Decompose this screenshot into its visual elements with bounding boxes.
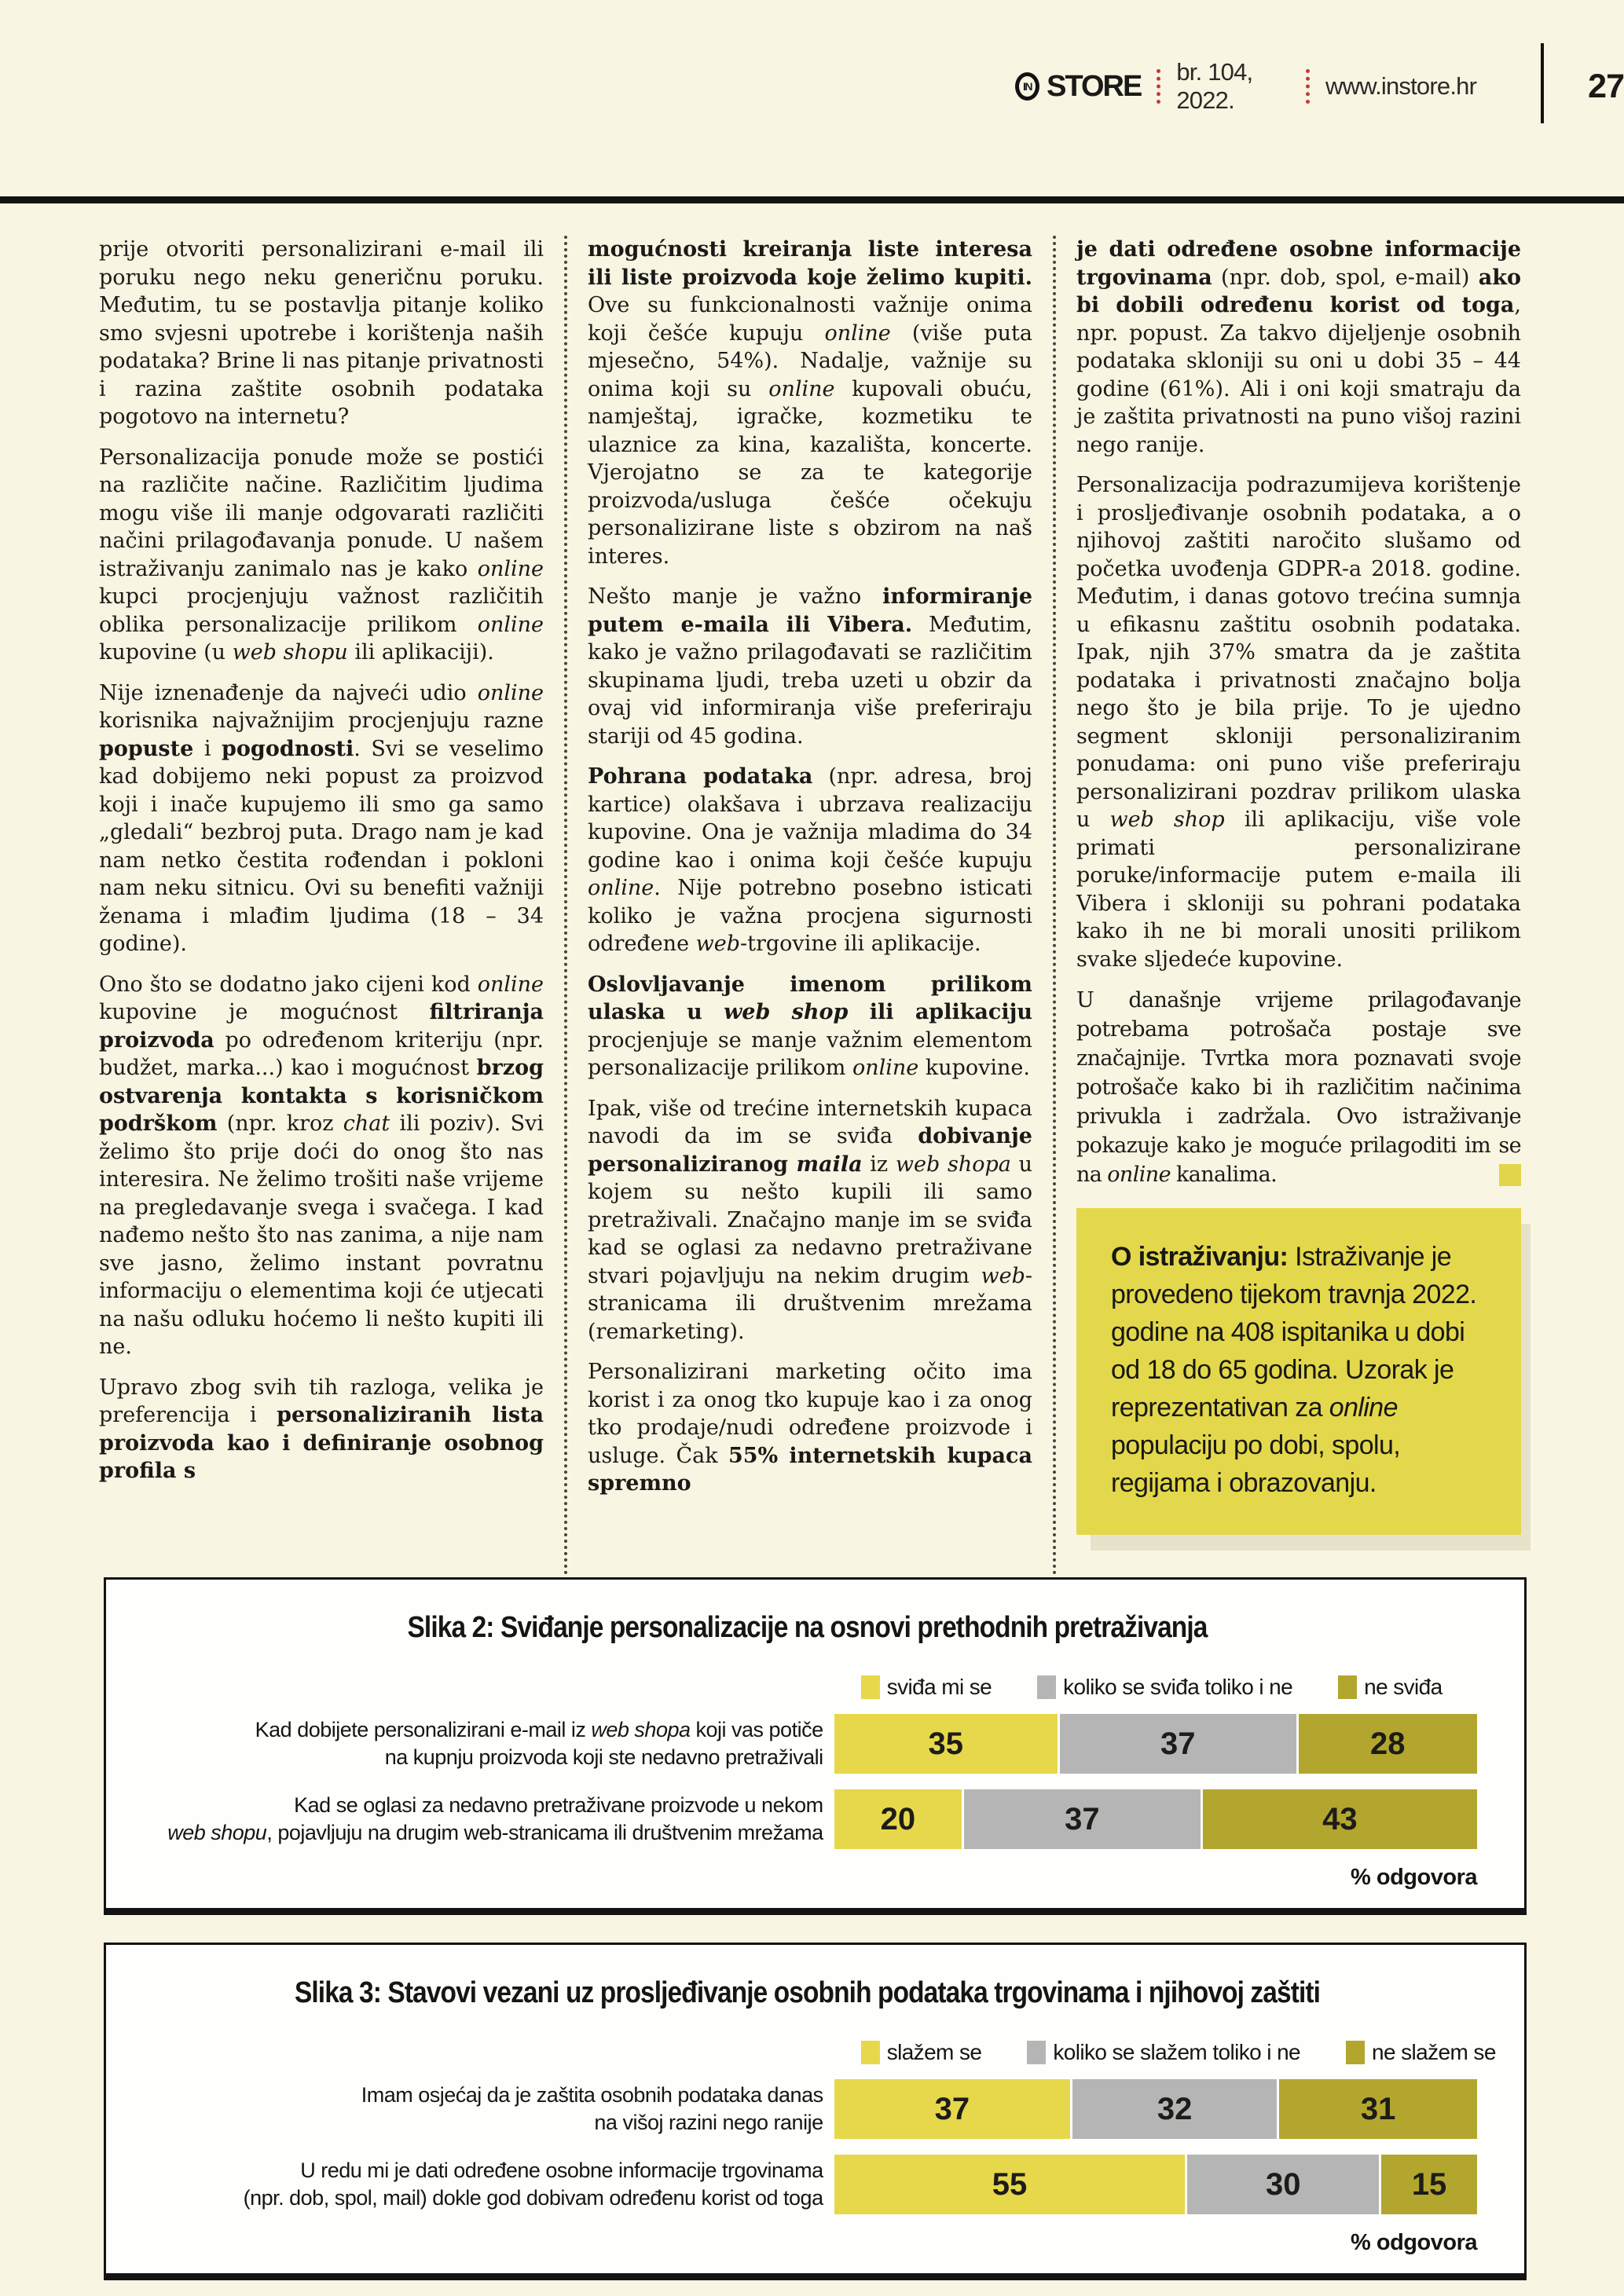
text-segment: online <box>588 876 654 900</box>
text-segment: online <box>852 1056 919 1080</box>
stacked-bar <box>834 2155 1477 2214</box>
text-segment: Nije iznenađenje da najveći udio <box>99 680 478 705</box>
legend-label: koliko se sviđa toliko i ne <box>1063 1675 1293 1699</box>
legend-swatch-icon <box>861 1675 880 1699</box>
figures-area <box>104 1577 1527 2296</box>
text-segment: online <box>477 972 544 997</box>
bar-segment: 20 <box>834 1789 962 1849</box>
chart-row-label <box>137 2157 834 2212</box>
legend-label: koliko se slažem toliko i ne <box>1053 2040 1301 2064</box>
bar-segment: 35 <box>834 1714 1058 1774</box>
paragraph <box>588 763 1032 958</box>
text-segment: (npr. kroz <box>217 1111 343 1136</box>
text-segment: Istraživanje je provedeno tijekom travnja 2022. godine na 408 ispitanika u dobi od 18 do 65 godina. Uzorak je reprezentativan za <box>1111 1242 1477 1423</box>
text-segment: je dati određene osobne informacije trgovinama <box>1076 237 1521 290</box>
text-column-2 <box>588 236 1032 1576</box>
legend-item <box>861 1675 992 1700</box>
text-segment: -stranicama ili društvenim mrežama (remarketing). <box>588 1263 1032 1344</box>
text-segment: Personalizacija ponude može se postići na različite načine. Različitim ljudima mogu više ili manje odgovarati različiti načini prilagođavanja ponude. U našem istraživanju zanimalo nas je kako <box>99 445 544 581</box>
paragraph <box>588 236 1032 570</box>
text-segment: Imam osjećaj da je zaštita osobnih podataka danas <box>361 2083 823 2107</box>
website-link[interactable]: www.instore.hr <box>1325 72 1477 100</box>
chart-row <box>137 1714 1477 1774</box>
text-segment: iz <box>862 1152 896 1177</box>
chart-row-label-line <box>137 2184 823 2212</box>
legend-swatch-icon <box>1346 2041 1365 2064</box>
text-segment: U redu mi je dati određene osobne informacije trgovinama <box>300 2159 823 2182</box>
bar-segment: 37 <box>834 2079 1071 2139</box>
text-segment: kupovine je mogućnost <box>99 1000 430 1024</box>
text-segment: kanalima. <box>1170 1163 1278 1187</box>
text-segment: , pojavljuju na drugim web-stranicama ili društvenim mrežama <box>266 1821 823 1844</box>
issue-label: br. 104, 2022. <box>1176 58 1253 114</box>
text-segment: online <box>1329 1393 1398 1423</box>
bar-segment: 43 <box>1203 1789 1477 1849</box>
text-segment: Personalizacija podrazumijeva korištenje i prosljeđivanje osobnih podataka, a o njihovoj zaštiti naročito slušamo od početka uvođenja GDPR-a 2018. godine. Međutim, i danas gotovo trećina sumnja u efikasnu zaštitu osobnih podataka. Ipak, njih 37% smatra da je zaštita podataka i privatnosti značajno bolja nego što je bila prije. To je ujedno segment skloniji personaliziranim ponudama: oni puno više preferiraju personalizirani pozdrav prilikom ulaska u <box>1076 473 1521 832</box>
paragraph <box>1076 471 1521 973</box>
text-segment: mogućnosti kreiranja liste interesa ili liste proizvoda koje želimo kupiti. <box>588 237 1032 290</box>
text-segment: Međutim, kako je važno prilagođavati se različitim skupinama ljudi, treba uzeti u obzir da ovaj vid informiranja više preferiraju stariji od 45 godina. <box>588 612 1032 749</box>
column-separator <box>1053 236 1056 1576</box>
bar-segment: 32 <box>1072 2079 1277 2139</box>
text-segment: brzog ostvarenja kontakta s korisničkom podrškom <box>99 1056 544 1136</box>
paragraph <box>99 679 544 958</box>
chart-row <box>137 1789 1477 1849</box>
legend-item <box>1346 2040 1496 2065</box>
paragraph <box>99 971 544 1361</box>
chart-row <box>137 2079 1477 2139</box>
chart-row <box>137 2155 1477 2214</box>
text-segment: u kojem su nešto kupili ili samo pretraživali. Značajno manje im se sviđa kad se oglasi za nedavno pretraživane stvari pojavljuju na nekim drugim <box>588 1152 1032 1288</box>
text-segment: popuste <box>99 736 194 761</box>
paragraph <box>99 444 544 667</box>
text-segment: (npr. adresa, broj kartice) olakšava i ubrzava realizaciju kupovine. Ona je važnija mladima do 34 godine kao i onima koji češće kupuju <box>588 764 1032 873</box>
legend-label: slažem se <box>886 2040 982 2064</box>
chart-row-label-line <box>137 2082 823 2109</box>
text-segment: ili poziv). Svi želimo što prije doći do onog što nas interesira. Ne želimo trošiti naše vrijeme na pregledavanje svega i svačega. I kad nađemo nešto što nas zanima, a nije nam sve jasno, želimo instant povratnu informaciju o elementima koji će utjecati na našu odluku hoćemo li nešto kupiti ili ne. <box>99 1111 544 1359</box>
chart-row-label-line <box>137 1716 823 1744</box>
bar-segment: 37 <box>1060 1714 1296 1774</box>
text-segment: web shopu <box>232 640 348 665</box>
text-segment: web shopu <box>167 1821 267 1844</box>
text-segment: (npr. dob, spol, e-mail) <box>1212 265 1479 290</box>
chart-legend <box>861 1675 1477 1700</box>
chart-row-label-line <box>137 1744 823 1771</box>
text-segment: kupovali obuću, namještaj, igračke, kozmetiku te ulaznice za kina, kazališta, koncerte. Vjerojatno se za te kategorije proizvoda/usluga češće očekuju personalizirane liste s obzirom na naš interes. <box>588 376 1032 569</box>
text-segment: Ipak, više od trećine internetskih kupaca navodi da im se sviđa <box>588 1096 1032 1148</box>
figure-title: Slika 3: Stavovi vezani uz prosljeđivanje osobnih podataka trgovinama i njihovoj zaštiti <box>294 1976 1321 2009</box>
text-segment: personaliziranih lista proizvoda kao i definiranje osobnog profila s <box>99 1403 544 1483</box>
chart-row-label-line <box>137 2157 823 2184</box>
logo-in-text: IN <box>1023 80 1032 93</box>
text-segment: na kupnju proizvoda koji ste nedavno pretraživali <box>384 1745 823 1769</box>
text-segment: ako bi dobili određenu korist od toga <box>1076 265 1521 317</box>
paragraph <box>588 1358 1032 1498</box>
text-segment: kupovine. <box>918 1056 1030 1080</box>
text-segment: Personalizirani marketing očito ima korist i za onog tko kupuje kao i za onog tko prodaje/nudi određene proizvode i usluge. Čak <box>588 1360 1032 1468</box>
legend-item <box>861 2040 982 2065</box>
text-segment: chat <box>343 1111 390 1136</box>
text-segment: online <box>477 680 544 705</box>
header-meta <box>1015 60 1624 113</box>
text-segment: Ove su funkcionalnosti važnije onima koji češće kupuju <box>588 293 1032 346</box>
text-column-3 <box>1076 236 1521 1576</box>
text-segment: koji vas potiče <box>690 1718 823 1741</box>
bar-segment: 55 <box>834 2155 1186 2214</box>
stacked-bar <box>834 2079 1477 2139</box>
legend-swatch-icon <box>1027 2041 1046 2064</box>
paragraph <box>99 236 544 431</box>
text-segment: i <box>193 736 222 761</box>
legend-item <box>1037 1675 1292 1700</box>
text-segment: web shopa <box>895 1152 1011 1177</box>
text-segment: ili aplikaciju <box>848 1000 1032 1024</box>
header-dotted-divider-icon <box>1157 69 1160 104</box>
text-segment: . Nije potrebno posebno isticati koliko je važna procjena sigurnosti određene <box>588 876 1032 956</box>
text-segment: online <box>1107 1163 1171 1187</box>
text-segment: Pohrana podataka <box>588 764 813 789</box>
text-segment: web shop <box>1109 807 1225 832</box>
legend-label: sviđa mi se <box>886 1675 992 1699</box>
text-segment: Upravo zbog svih tih razloga, velika je preferencija i <box>99 1375 544 1427</box>
brand-wordmark: STORE <box>1047 69 1142 103</box>
legend-swatch-icon <box>1338 1675 1357 1699</box>
chart-row-label-line <box>137 2109 823 2137</box>
text-segment: procjenjuje se manje važnim elementom personalizacije prilikom <box>588 1027 1032 1080</box>
text-segment: prije otvoriti personalizirani e-mail ili poruku nego neku generičnu poruku. Međutim, tu se postavlja pitanje koliko smo svjesni upotrebe i korištenja naših podataka? Brine li nas pitanje privatnosti i razina zaštite osobnih podataka pogotovo na internetu? <box>99 237 544 429</box>
chart-legend <box>861 2040 1496 2065</box>
text-segment: U današnje vrijeme prilagođavanje potrebama potrošača postaje sve značajnije. Tvrtka mora poznavati svoje potrošače kako bi ih različitim načinima privukla i zadržala. Ovo istraživanje pokazuje kako je moguće prilagoditi im se na <box>1076 988 1521 1187</box>
legend-label: ne slažem se <box>1372 2040 1496 2064</box>
text-segment: online <box>477 556 544 581</box>
bar-segment: 31 <box>1279 2079 1477 2139</box>
legend-swatch-icon <box>1037 1675 1056 1699</box>
text-segment: maila <box>796 1152 863 1177</box>
article-end-marker-icon <box>1499 1164 1521 1186</box>
header-rule <box>0 196 1624 203</box>
text-segment: online <box>824 320 891 346</box>
paragraph <box>588 1095 1032 1346</box>
text-segment: informiranje putem e-maila ili Vibera. <box>588 584 1032 637</box>
legend-item <box>1027 2040 1300 2065</box>
text-segment: kupci procjenjuju važnost različitih oblika personalizacije prilikom <box>99 584 544 637</box>
chart-row-label <box>137 1792 834 1847</box>
text-segment: po određenom kriteriju (npr. budžet, marka...) kao i mogućnost <box>99 1027 544 1080</box>
text-segment: dobivanje personaliziranog <box>588 1124 1032 1177</box>
text-segment: Kad se oglasi za nedavno pretraživane proizvode u nekom <box>294 1793 823 1817</box>
text-segment: online <box>768 376 835 401</box>
instore-logo-icon <box>1015 72 1039 101</box>
header-vertical-rule <box>1541 43 1544 123</box>
paragraph <box>1076 986 1521 1189</box>
text-segment: , npr. popust. Za takvo dijeljenje osobnih podataka skloniji su oni u dobi 35 – 44 godine (61%). Ali i oni koji smatraju da je zaštita privatnosti na puno višoj razini nego ranije. <box>1076 293 1521 457</box>
figure-title: Slika 2: Sviđanje personalizacije na osnovi prethodnih pretraživanja <box>407 1611 1208 1644</box>
chart-row-label-line <box>137 1819 823 1847</box>
text-segment: ili aplikaciji). <box>347 640 494 665</box>
chart-row-label-line <box>137 1792 823 1819</box>
text-segment: populaciju po dobi, spolu, regijama i obrazovanju. <box>1111 1430 1401 1498</box>
text-segment: Nešto manje je važno <box>588 584 883 609</box>
paragraph <box>1076 236 1521 459</box>
paragraph <box>588 583 1032 750</box>
chart-row-label <box>137 2082 834 2137</box>
text-segment: -trgovine ili aplikacije. <box>740 932 981 956</box>
text-segment: web shopa <box>591 1718 691 1741</box>
legend-swatch-icon <box>861 2041 880 2064</box>
text-segment: na višoj razini nego ranije <box>594 2111 823 2134</box>
bar-segment: 28 <box>1299 1714 1477 1774</box>
header-dotted-divider-icon <box>1306 69 1310 104</box>
text-segment: ili aplikaciju, više vole primati personalizirane poruke/informacije putem e-maila ili Vibera i skloniji su pohrani podataka kako ih ne bi morali unositi prilikom svake sljedeće kupovine. <box>1076 807 1521 972</box>
chart-row-label <box>137 1716 834 1771</box>
text-segment: Oslovljavanje imenom prilikom ulaska u <box>588 972 1032 1024</box>
text-segment: 55% internetskih kupaca spremno <box>588 1443 1032 1496</box>
about-research-box <box>1076 1208 1521 1535</box>
legend-label: ne sviđa <box>1364 1675 1443 1699</box>
text-segment: online <box>477 612 544 637</box>
text-column-1 <box>99 236 544 1576</box>
figure-slika-2 <box>104 1577 1527 1915</box>
text-segment: Kad dobijete personalizirani e-mail iz <box>255 1718 592 1741</box>
text-segment: kupovine (u <box>99 640 233 665</box>
text-segment: . Svi se veselimo kad dobijemo neki popust za proizvod koji i inače kupujemo ili smo ga samo „gledali“ bezbroj puta. Drago nam je kad nam netko čestita rođendan i pokloni nam neku sitnicu. Ovi su benefiti važniji ženama i mlađim ljudima (18 – 34 godine). <box>99 736 544 956</box>
about-box-title: O istraživanju: <box>1111 1242 1289 1272</box>
text-segment: Ono što se dodatno jako cijeni kod <box>99 972 478 997</box>
page-number: 27 <box>1588 67 1624 105</box>
text-segment: web <box>981 1263 1025 1288</box>
paragraph <box>99 1374 544 1485</box>
figure-slika-3 <box>104 1943 1527 2280</box>
bar-segment: 37 <box>964 1789 1201 1849</box>
article-columns <box>99 236 1531 1576</box>
text-segment: (npr. dob, spol, mail) dokle god dobivam određenu korist od toga <box>243 2186 823 2210</box>
legend-item <box>1338 1675 1443 1700</box>
text-segment: korisnika najvažnijim procjenjuju razne <box>99 709 544 733</box>
bar-segment: 30 <box>1187 2155 1379 2214</box>
text-segment: web shop <box>724 1000 849 1024</box>
stacked-bar <box>834 1714 1477 1774</box>
text-segment: filtriranja proizvoda <box>99 1000 544 1053</box>
chart-unit-note: % odgovora <box>1351 1865 1477 1890</box>
chart-unit-note: % odgovora <box>1351 2230 1477 2255</box>
stacked-bar <box>834 1789 1477 1849</box>
text-segment: (više puta mjesečno, 54%). Nadalje, važnije su onima koji su <box>588 320 1032 401</box>
text-segment: web <box>695 932 741 956</box>
bar-segment: 15 <box>1381 2155 1477 2214</box>
paragraph <box>588 971 1032 1082</box>
column-separator <box>564 236 567 1576</box>
text-segment: pogodnosti <box>222 736 354 761</box>
